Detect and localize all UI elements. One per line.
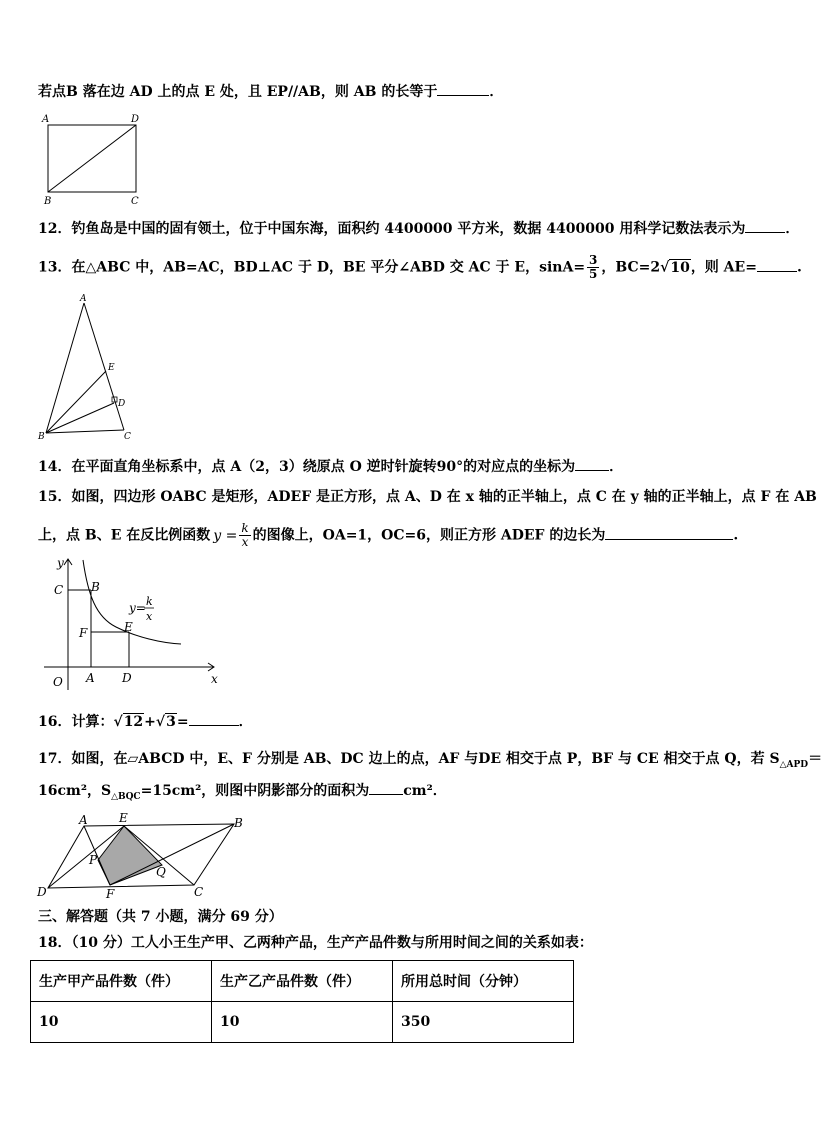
q17-text-a: 17．如图，在▱ABCD 中，E、F 分别是 AB、DC 边上的点，AF 与DE 相交于点 P，BF 与 CE 相交于点 Q，若 S xyxy=(38,751,780,767)
q11-text xyxy=(38,81,503,102)
q17-text-line2 xyxy=(38,780,447,807)
q13-text-b: ，BC= xyxy=(601,259,651,276)
fig13-label-c: C xyxy=(124,432,131,442)
fig17-label-c: C xyxy=(194,885,204,899)
q13-frac-num: 3 xyxy=(589,253,598,267)
q15-text-line1 xyxy=(38,487,817,507)
fig15-label-y: y xyxy=(57,556,64,570)
fig15-label-f: F xyxy=(79,626,88,640)
table-header-cell: 生产甲产品件数（件） xyxy=(31,961,212,1002)
fig17-label-p: P xyxy=(89,853,98,867)
fig15-label-c: C xyxy=(54,583,64,597)
q15-frac-den: x xyxy=(241,535,249,549)
q16-radicand-2: 3 xyxy=(166,714,176,730)
q14-body: 14．在平面直角坐标系中，点 A（2，3）绕原点 O 逆时针旋转90°的对应点的坐标为 xyxy=(38,459,576,475)
q16-answer-blank[interactable] xyxy=(189,711,239,726)
q17-sub-apd: △APD xyxy=(779,759,809,770)
fig17-label-f: F xyxy=(106,887,115,901)
fig17-label-b: B xyxy=(234,816,243,830)
fig15-curve-x: x xyxy=(146,610,153,623)
q14-answer-blank[interactable] xyxy=(575,456,609,471)
q12-end: ． xyxy=(785,221,800,237)
fig15-label-x: x xyxy=(211,672,218,686)
q12-answer-blank[interactable] xyxy=(745,218,785,233)
fig15-label-e: E xyxy=(124,620,133,634)
q18-text xyxy=(38,933,593,953)
fig11-label-d: D xyxy=(131,114,140,125)
fig17-label-d: D xyxy=(37,885,47,899)
fig17-label-a: A xyxy=(79,813,88,827)
q15-end: . xyxy=(733,527,739,544)
fig11-label-b: B xyxy=(44,196,52,207)
q15-frac-num: k xyxy=(241,521,249,535)
table-header-row xyxy=(31,961,574,1002)
fig15-label-a: A xyxy=(86,671,95,685)
q13-frac-den: 5 xyxy=(589,267,598,281)
figure-17 xyxy=(34,810,264,902)
q13-end: . xyxy=(796,259,802,276)
q18-body: 18．（10 分）工人小王生产甲、乙两种产品，生产产品件数与所用时间之间的关系如表： xyxy=(38,935,593,951)
table-row xyxy=(31,1002,574,1043)
fig15-curve-k: k xyxy=(146,595,153,608)
figure-15 xyxy=(36,555,226,695)
q14-text xyxy=(38,456,623,477)
q17-sub-bqc: △BQC xyxy=(111,791,141,802)
section3-title: 三、解答题（共 7 小题，满分 69 分） xyxy=(38,909,283,925)
fig15-label-o: O xyxy=(53,675,63,689)
fig13-label-d: D xyxy=(118,399,126,409)
fig17-label-q: Q xyxy=(156,865,166,879)
fig13-label-e: E xyxy=(108,363,115,373)
table-cell: 10 xyxy=(31,1002,212,1043)
q17-end: cm²． xyxy=(403,783,447,799)
q17-text-b: ＝ xyxy=(808,751,822,767)
q18-table xyxy=(30,960,574,1043)
fig15-label-b: B xyxy=(91,580,100,594)
q13-radicand: 10 xyxy=(670,259,690,276)
fig17-label-e: E xyxy=(119,811,128,825)
q16-radicand-1: 12 xyxy=(123,714,144,730)
q13-text-c: ，则 AE= xyxy=(690,259,757,276)
fig15-curve-y: y= xyxy=(129,601,146,615)
q15-text-line2 xyxy=(38,522,738,549)
q16-end: ． xyxy=(238,714,253,730)
q15-text-b2: 的图像上，OA=1，OC=6，则正方形 ADEF 的边长为 xyxy=(252,527,606,544)
q15-fraction xyxy=(239,522,250,549)
q16-text-a: 16．计算： xyxy=(38,714,114,730)
q12-text xyxy=(38,218,799,239)
table-cell: 10 xyxy=(212,1002,393,1043)
q11-end: ． xyxy=(489,84,504,100)
q12-body: 12．钓鱼岛是中国的固有领土，位于中国东海，面积约 4400000 平方米，数据 4400000 用科学记数法表示为 xyxy=(38,221,746,237)
fig11-label-c: C xyxy=(131,196,139,207)
figure-13 xyxy=(36,293,146,445)
q13-coef: 2 xyxy=(650,259,661,276)
fig11-label-a: A xyxy=(42,114,50,125)
figure-11 xyxy=(36,112,146,207)
table-header-cell: 所用总时间（分钟） xyxy=(393,961,574,1002)
q17-text-d: =15cm²，则图中阴影部分的面积为 xyxy=(140,783,370,799)
section3-heading xyxy=(38,907,283,927)
q16-eq: = xyxy=(176,714,189,730)
q11-text-a: 若点B 落在边 AD 上的点 E 处，且 EP//AB，则 AB 的长等于 xyxy=(38,84,438,100)
q13-text-a: 13．在△ABC 中，AB=AC，BD⊥AC 于 D，BE 平分∠ABD 交 AC 于 E，sinA= xyxy=(38,259,586,276)
q15-text-b1: 上，点 B、E 在反比例函数 xyxy=(38,527,211,544)
q15-y-eq: y = xyxy=(213,527,238,544)
q15-answer-blank[interactable] xyxy=(605,525,733,540)
table-cell: 350 xyxy=(393,1002,574,1043)
q14-end: ． xyxy=(609,459,624,475)
q11-answer-blank[interactable] xyxy=(437,81,489,96)
fig13-label-b: B xyxy=(38,432,45,442)
fig15-label-d: D xyxy=(122,671,132,685)
table-header-cell: 生产乙产品件数（件） xyxy=(212,961,393,1002)
q16-plus: + xyxy=(144,714,156,730)
q13-fraction xyxy=(587,254,599,281)
q16-text: 16．计算：√12+√3= ． xyxy=(38,711,253,732)
q17-text-c: 16cm²，S xyxy=(38,783,112,799)
q13-answer-blank[interactable] xyxy=(757,257,797,272)
q15-text-a: 15．如图，四边形 OABC 是矩形，ADEF 是正方形，点 A、D 在 x 轴的正半轴上，点 C 在 y 轴的正半轴上，点 F 在 AB xyxy=(38,489,817,505)
q17-answer-blank[interactable] xyxy=(369,780,403,795)
q13-text: 13．在△ABC 中，AB=AC，BD⊥AC 于 D，BE 平分∠ABD 交 AC 于 E，sinA= $\frac{3}{5}$ ，BC=2√10，则 AE= . xyxy=(38,253,802,281)
fig13-label-a: A xyxy=(80,294,87,304)
q17-text-line1 xyxy=(38,749,822,775)
